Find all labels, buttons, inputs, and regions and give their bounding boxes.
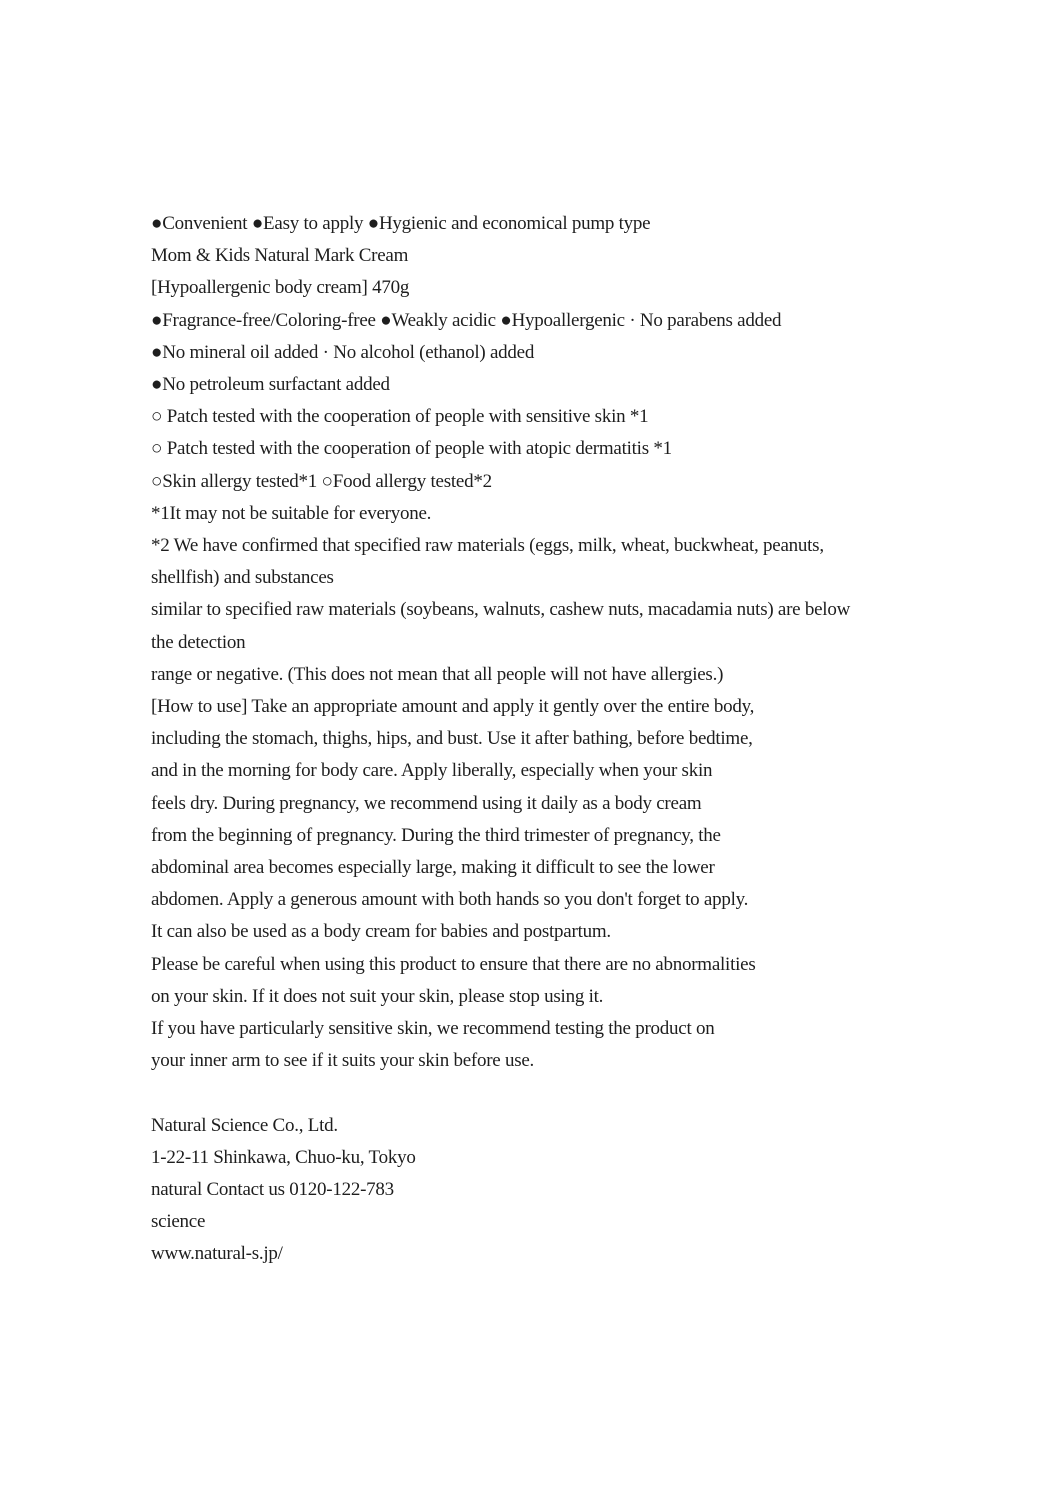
document-body: [151, 208, 1001, 1271]
text-line: [Hypoallergenic body cream] 470g: [151, 277, 410, 299]
text-line: ○ Patch tested with the cooperation of people with atopic dermatitis *1: [151, 438, 672, 460]
text-line: range or negative. (This does not mean that all people will not have allergies.): [151, 663, 724, 685]
text-line: ●Convenient ●Easy to apply ●Hygienic and economical pump type: [151, 213, 651, 234]
text-line: feels dry. During pregnancy, we recommend using it daily as a body cream: [151, 792, 702, 814]
text-line: natural Contact us 0120-122-783: [151, 1179, 394, 1201]
text-line: www.natural-s.jp/: [151, 1243, 283, 1265]
text-line: the detection: [151, 631, 246, 653]
text-line: on your skin. If it does not suit your skin, please stop using it.: [151, 985, 604, 1007]
text-line: [How to use] Take an appropriate amount and apply it gently over the entire body,: [151, 696, 755, 718]
text-line: ○Skin allergy tested*1 ○Food allergy tested*2: [151, 470, 492, 492]
text-line: ●No petroleum surfactant added: [151, 374, 390, 396]
text-line: abdomen. Apply a generous amount with both hands so you don't forget to apply.: [151, 889, 749, 911]
text-line: abdominal area becomes especially large, making it difficult to see the lower: [151, 857, 715, 879]
text-line: *2 We have confirmed that specified raw materials (eggs, milk, wheat, buckwheat, peanuts,: [151, 535, 824, 557]
text-line: Please be careful when using this product to ensure that there are no abnormalities: [151, 953, 756, 975]
text-line: science: [151, 1211, 206, 1233]
text-line: shellfish) and substances: [151, 567, 334, 589]
text-line: *1It may not be suitable for everyone.: [151, 502, 432, 524]
text-line: It can also be used as a body cream for babies and postpartum.: [151, 921, 611, 943]
text-line: 1-22-11 Shinkawa, Chuo-ku, Tokyo: [151, 1146, 416, 1168]
text-line: Mom & Kids Natural Mark Cream: [151, 245, 409, 267]
text-line: from the beginning of pregnancy. During the third trimester of pregnancy, the: [151, 824, 721, 846]
text-line: ○ Patch tested with the cooperation of people with sensitive skin *1: [151, 406, 649, 428]
text-line: your inner arm to see if it suits your skin before use.: [151, 1050, 535, 1072]
text-line: Natural Science Co., Ltd.: [151, 1114, 338, 1136]
text-line: ●Fragrance-free/Coloring-free ●Weakly acidic ●Hypoallergenic · No parabens added: [151, 309, 782, 331]
text-line: If you have particularly sensitive skin, we recommend testing the product on: [151, 1018, 715, 1040]
text-line: [151, 1077, 1001, 1109]
text-line: similar to specified raw materials (soybeans, walnuts, cashew nuts, macadamia nuts) are below: [151, 599, 851, 621]
text-line: ●No mineral oil added · No alcohol (ethanol) added: [151, 341, 535, 363]
text-line: and in the morning for body care. Apply liberally, especially when your skin: [151, 760, 713, 782]
text-line: including the stomach, thighs, hips, and bust. Use it after bathing, before bedtime,: [151, 728, 753, 750]
